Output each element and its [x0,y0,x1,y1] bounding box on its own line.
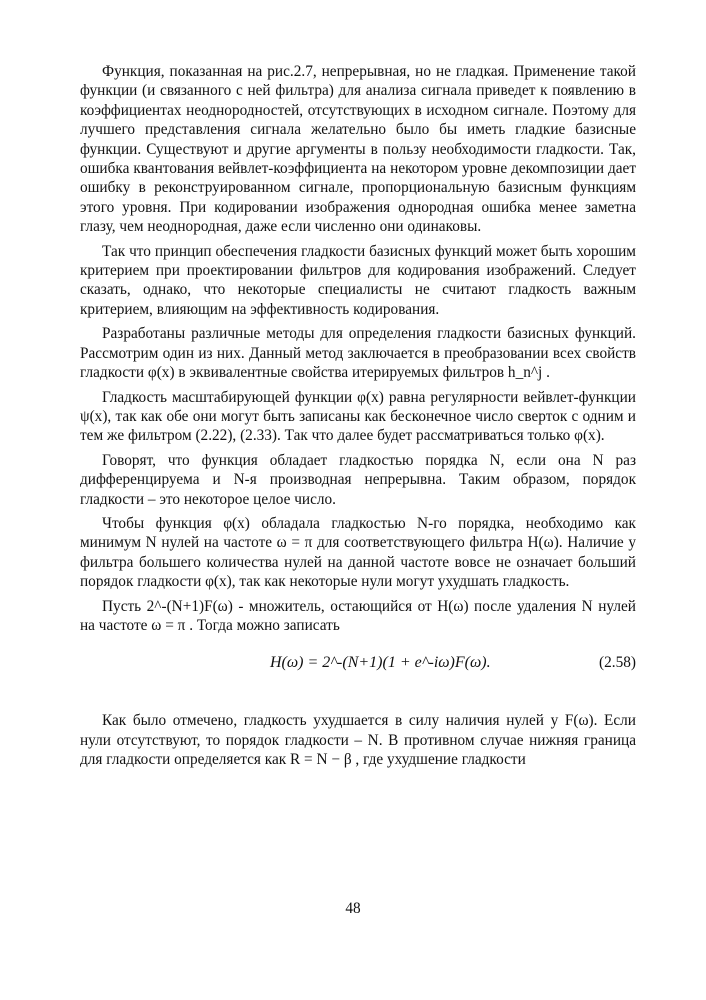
paragraph-5-text: Говорят, что функция обладает гладкостью порядка N, если она N раз дифференцируема и N-я производная непрерывна. Таким образом, порядок гладкости – это некоторое целое число. [80,451,636,508]
page-number: 48 [345,900,361,917]
paragraph-2-text: Так что принцип обеспечения гладкости базисных функций может быть хорошим критерием при проектировании фильтров для кодирования изображений. Следует сказать, однако, что некоторые специалисты не считают гладкость важным критерием, влияющим на эффективность кодирования. [80,242,636,318]
paragraph-2 [80,242,636,320]
equation-2-58 [80,645,636,689]
paragraph-4-text: Гладкость масштабирующей функции φ(x) равна регулярности вейвлет-функции ψ(x), так как обе они могут быть записаны как бесконечное число сверток с одним и тем же фильтром (2.22), (2.33). Так что далее будет рассматриваться только φ(x). [80,388,636,445]
equation-number: (2.58) [599,654,636,672]
paragraph-3 [80,324,636,382]
paragraph-7 [80,597,636,636]
paragraph-1 [80,62,636,237]
paragraph-5 [80,451,636,509]
paragraph-8 [80,711,636,769]
paragraph-6-text: Чтобы функция φ(x) обладала гладкостью N-го порядка, необходимо как минимум N нулей на частоте ω = π для соответствующего фильтра H(ω). Наличие у фильтра большего количества нулей на данной частоте вовсе не означает больший порядок гладкости φ(x), так как некоторые нули могут ухудшать гладкость. [80,514,636,591]
paragraph-8-text: Как было отмечено, гладкость ухудшается в силу наличия нулей у F(ω). Если нули отсутствуют, то порядок гладкости – N. В противном случае нижняя граница для гладкости определяется как R = N − β , где ухудшение гладкости [80,712,636,769]
paragraph-4 [80,388,636,446]
paragraph-3-text: Разработаны различные методы для определения гладкости базисных функций. Рассмотрим один из них. Данный метод заключается в преобразовании всех свойств гладкости φ(x) в эквивалентные свойства итерируемых фильтров h_n^j . [80,325,636,382]
paragraph-7-text: Пусть 2^-(N+1)F(ω) - множитель, остающийся от H(ω) после удаления N нулей на частоте ω = π . Тогда можно записать [80,597,636,634]
paragraph-6 [80,514,636,592]
equation-body: H(ω) = 2^-(N+1)(1 + e^-iω)F(ω). [270,654,491,672]
page-body [80,62,636,775]
paragraph-1-text: Функция, показанная на рис.2.7, непрерывная, но не гладкая. Применение такой функции (и связанного с ней фильтра) для анализа сигнала приведет к появлению в коэффициентах неоднородностей, отсутствующих в исходном сигнале. Поэтому для лучшего представления сигнала желательно было бы иметь гладкие базисные функции. Существуют и другие аргументы в пользу необходимости гладкости. Так, ошибка квантования вейвлет-коэффициента на некотором уровне декомпозиции дает ошибку в реконструированном сигнале, пропорциональную базисным функциям этого уровня. При кодировании изображения однородная ошибка менее заметна глазу, чем неоднородная, даже если численно они одинаковы. [80,63,636,236]
